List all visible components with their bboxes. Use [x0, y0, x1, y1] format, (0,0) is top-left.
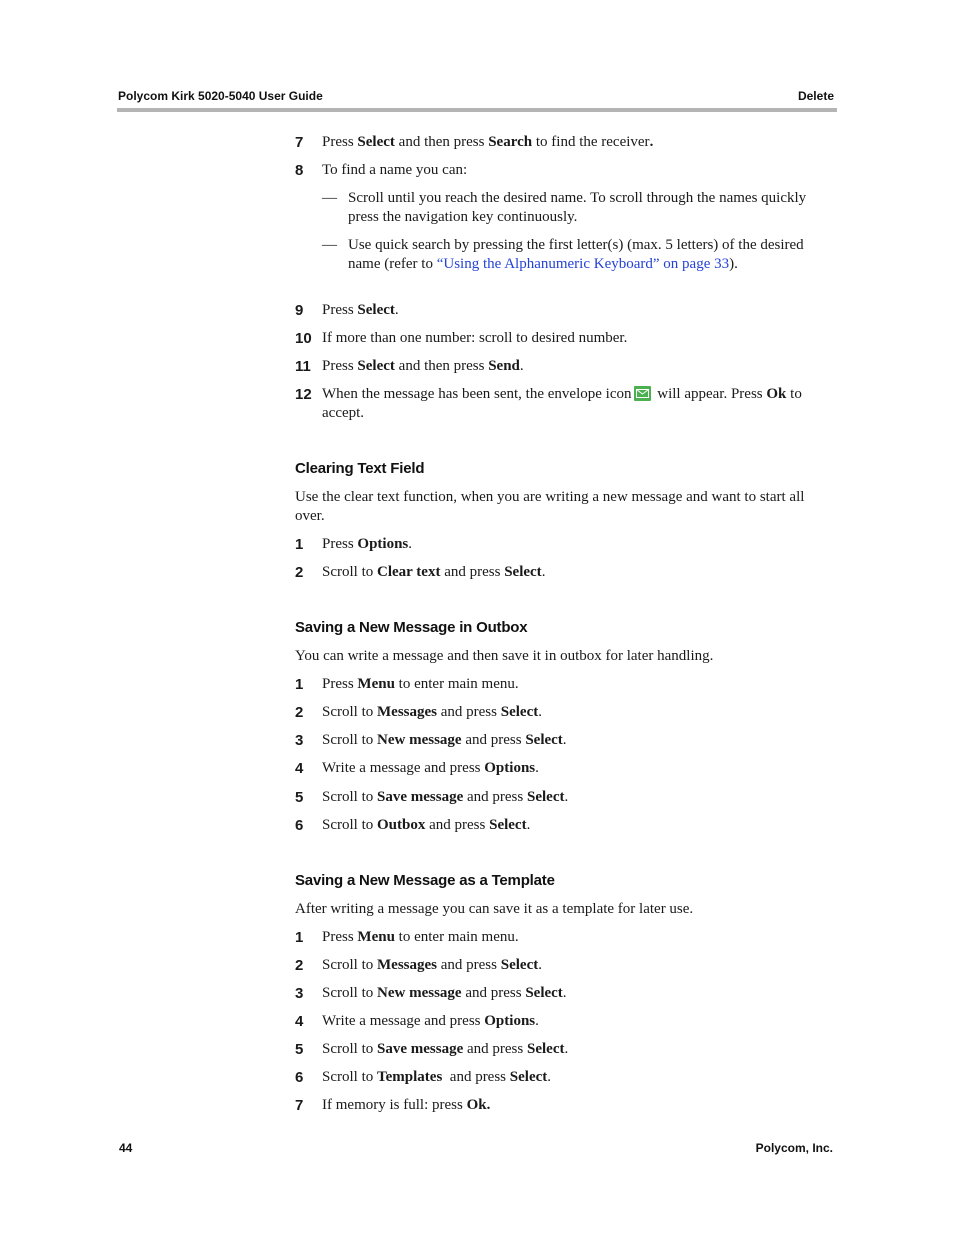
header-section: Delete: [797, 89, 834, 103]
step-text: Write a message and press Options.: [322, 760, 539, 776]
step-text: Scroll to Messages and press Select.: [322, 957, 542, 973]
step-text: If memory is full: press Ok.: [322, 1097, 491, 1113]
step-number: 5: [295, 1041, 304, 1058]
step-text: Scroll to New message and press Select.: [322, 985, 567, 1001]
step-number: 8: [295, 162, 304, 179]
header-rule: [117, 108, 837, 112]
sub-item-text: Scroll until you reach the desired name. To scroll through the names quickly press the navigation key continuously.: [348, 190, 807, 225]
step-number: 3: [295, 985, 304, 1002]
step-text: When the message has been sent, the envelope icon will appear. Press Ok to accept.: [322, 386, 802, 421]
step-number: 1: [295, 536, 304, 553]
step-text: Press Menu to enter main menu.: [322, 929, 519, 945]
page-number: 44: [119, 1141, 133, 1155]
step-text: Press Select and then press Send.: [322, 358, 524, 374]
step-text: Scroll to Clear text and press Select.: [322, 564, 546, 580]
step-number: 10: [295, 330, 312, 347]
step-number: 2: [295, 957, 304, 974]
step-number: 7: [295, 134, 304, 151]
dash-bullet: —: [322, 237, 337, 253]
section-heading-outbox: Saving a New Message in Outbox: [295, 619, 528, 636]
cross-reference-link[interactable]: “Using the Alphanumeric Keyboard” on page 33: [436, 255, 730, 272]
step-number: 9: [295, 302, 304, 319]
step-text: Scroll to Outbox and press Select.: [322, 817, 531, 833]
step-number: 6: [295, 817, 304, 834]
step-text: Press Select and then press Search to find the receiver.: [322, 134, 654, 150]
step-text: Press Menu to enter main menu.: [322, 676, 519, 692]
sub-item-text: Use quick search by pressing the first letter(s) (max. 5 letters) of the desired name (refer to “Using the Alphanumeric Keyboard” on page 33).: [348, 237, 804, 272]
step-number: 2: [295, 704, 304, 721]
step-text: Press Options.: [322, 536, 413, 552]
step-number: 1: [295, 929, 304, 946]
section-heading-template: Saving a New Message as a Template: [295, 872, 555, 889]
section-intro: Use the clear text function, when you are writing a new message and want to start all over.: [295, 489, 805, 524]
step-text: If more than one number: scroll to desired number.: [322, 330, 628, 346]
step-number: 12: [295, 386, 312, 403]
section-intro: You can write a message and then save it in outbox for later handling.: [295, 648, 714, 664]
step-text: Scroll to New message and press Select.: [322, 732, 567, 748]
step-text: Scroll to Save message and press Select.: [322, 789, 569, 805]
header-title: Polycom Kirk 5020-5040 User Guide: [118, 89, 323, 103]
dash-bullet: —: [322, 190, 337, 206]
envelope-icon: [634, 386, 651, 401]
section-intro: After writing a message you can save it as a template for later use.: [295, 901, 694, 917]
step-number: 1: [295, 676, 304, 693]
step-number: 11: [295, 358, 311, 375]
step-text: To find a name you can:: [322, 162, 468, 178]
step-number: 4: [295, 760, 304, 777]
step-text: Press Select.: [322, 302, 399, 318]
step-text: Scroll to Save message and press Select.: [322, 1041, 569, 1057]
step-number: 7: [295, 1097, 304, 1114]
step-text: Scroll to Messages and press Select.: [322, 704, 542, 720]
step-text: Write a message and press Options.: [322, 1013, 539, 1029]
step-number: 2: [295, 564, 304, 581]
step-number: 3: [295, 732, 304, 749]
step-number: 4: [295, 1013, 304, 1030]
section-heading-clearing: Clearing Text Field: [295, 460, 425, 477]
step-text: Scroll to Templates and press Select.: [322, 1069, 552, 1085]
step-number: 6: [295, 1069, 304, 1086]
step-number: 5: [295, 789, 304, 806]
footer-company: Polycom, Inc.: [755, 1141, 833, 1155]
